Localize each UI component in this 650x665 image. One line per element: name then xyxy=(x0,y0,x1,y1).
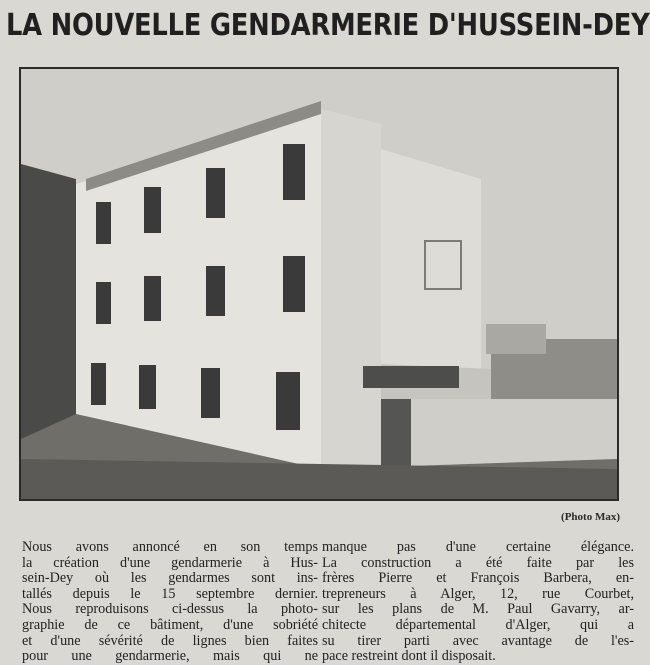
article-column-left xyxy=(22,540,318,665)
article-column-right xyxy=(322,540,634,665)
building-photo xyxy=(19,67,619,501)
article-line: pour une gendarmerie, mais qui ne xyxy=(22,648,318,665)
article-line: graphie de ce bâtiment, d'une sobriété xyxy=(22,616,318,633)
article-line: trepreneurs à Alger, 12, rue Courbet, xyxy=(322,585,634,602)
article-line: la création d'une gendarmerie à Hus- xyxy=(22,554,318,571)
article-line: Nous avons annoncé en son temps xyxy=(22,539,318,555)
article-line: su tirer parti avec avantage de l'es- xyxy=(322,632,634,649)
article-line: et d'une sévérité de lignes bien faites xyxy=(22,632,318,649)
headline: LA NOUVELLE GENDARMERIE D'HUSSEIN-DEY xyxy=(6,8,650,43)
article-line: pace restreint dont il disposait. xyxy=(322,648,496,665)
article-line: frères Pierre et François Barbera, en- xyxy=(322,570,634,587)
photo-credit: (Photo Max) xyxy=(561,511,620,523)
article-line: La construction a été faite par les xyxy=(322,554,634,571)
gendarmerie-building-image xyxy=(21,69,617,499)
article-line: chitecte départemental d'Alger, qui a xyxy=(322,616,634,633)
article-line: tallés depuis le 15 septembre dernier. xyxy=(22,585,318,602)
article-line: sein-Dey où les gendarmes sont ins- xyxy=(22,570,318,587)
article-line: Nous reproduisons ci-dessus la photo- xyxy=(22,601,318,618)
article-line: sur les plans de M. Paul Gavarry, ar- xyxy=(322,601,634,618)
article-line: manque pas d'une certaine élégance. xyxy=(322,539,634,555)
